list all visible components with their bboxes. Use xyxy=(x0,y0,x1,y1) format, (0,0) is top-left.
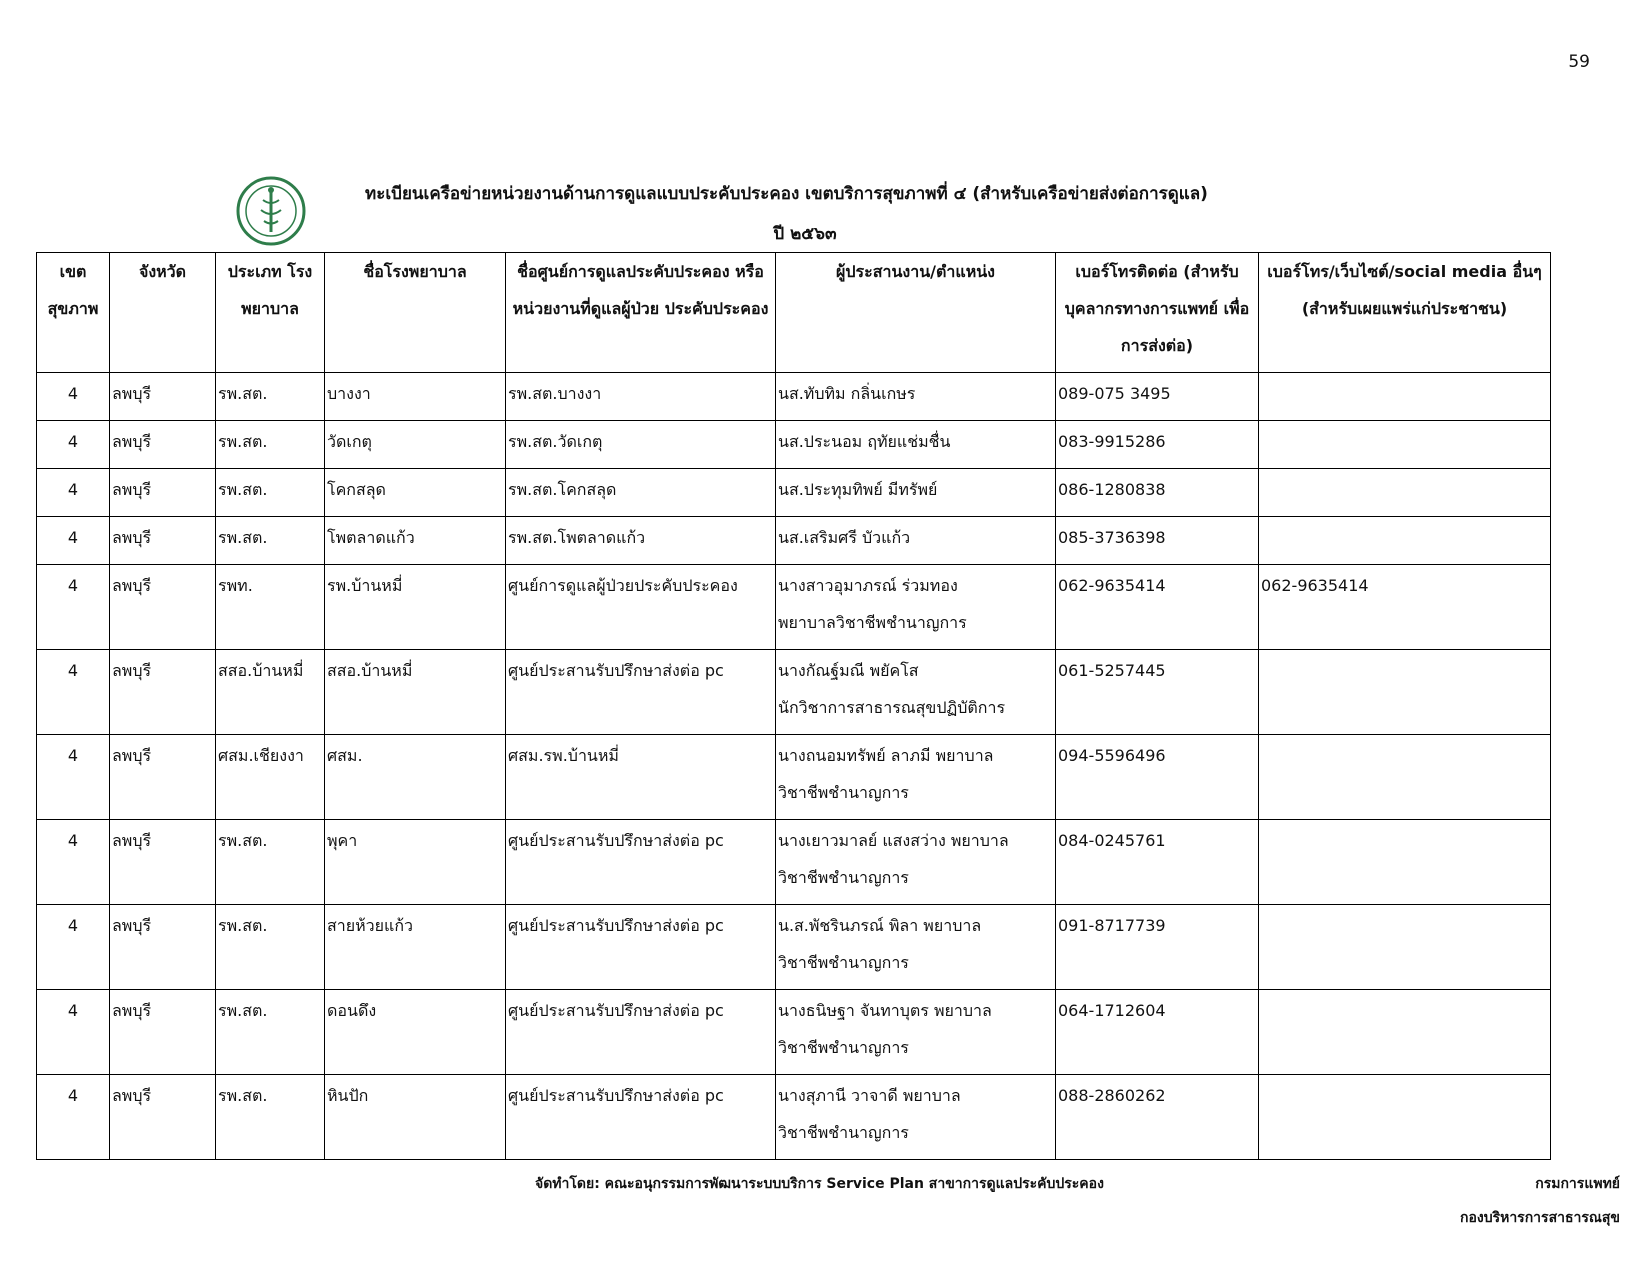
cell-hospital-name: สสอ.บ้านหมี่ xyxy=(325,650,506,735)
cell-center-name: ศูนย์ประสานรับปรึกษาส่งต่อ pc xyxy=(506,820,776,905)
header-center-name: ชื่อศูนย์การดูแลประคับประคอง หรือ หน่วยงานที่ดูแลผู้ป่วย ประคับประคอง xyxy=(506,253,776,373)
cell-hospital-type: รพ.สต. xyxy=(216,469,325,517)
coordinator-line: พยาบาลวิชาชีพชำนาญการ xyxy=(778,613,967,632)
header-hospital-name: ชื่อโรงพยาบาล xyxy=(325,253,506,373)
cell-province: ลพบุรี xyxy=(110,905,216,990)
header-referral-phone: เบอร์โทรติดต่อ (สำหรับ บุคลากรทางการแพทย์ เพื่อการส่งต่อ) xyxy=(1056,253,1259,373)
cell-hospital-name: ดอนดึง xyxy=(325,990,506,1075)
cell-referral-phone: 089-075 3495 xyxy=(1056,373,1259,421)
table-header-row xyxy=(37,253,1551,373)
network-register-table xyxy=(36,252,1551,1160)
cell-hospital-type: รพ.สต. xyxy=(216,1075,325,1160)
cell-hospital-name: โพตลาดแก้ว xyxy=(325,517,506,565)
cell-public-contact xyxy=(1259,373,1551,421)
cell-zone: 4 xyxy=(37,1075,110,1160)
coordinator-line: นส.ประนอม ฤทัยแช่มชื่น xyxy=(778,432,951,451)
coordinator-line: นางถนอมทรัพย์ ลาภมี พยาบาล xyxy=(778,746,994,765)
coordinator-line: น.ส.พัชรินภรณ์ พิลา พยาบาล xyxy=(778,916,982,935)
cell-hospital-type: ศสม.เชียงงา xyxy=(216,735,325,820)
cell-center-name: รพ.สต.โพตลาดแก้ว xyxy=(506,517,776,565)
cell-hospital-type: สสอ.บ้านหมี่ xyxy=(216,650,325,735)
cell-province: ลพบุรี xyxy=(110,421,216,469)
cell-public-contact xyxy=(1259,517,1551,565)
cell-province: ลพบุรี xyxy=(110,517,216,565)
cell-public-contact xyxy=(1259,990,1551,1075)
header-public-contact: เบอร์โทร/เว็บไซต์/social media อื่นๆ (สำหรับเผยแพร่แก่ประชาชน) xyxy=(1259,253,1551,373)
cell-zone: 4 xyxy=(37,650,110,735)
cell-coordinator xyxy=(776,820,1056,905)
cell-referral-phone: 061-5257445 xyxy=(1056,650,1259,735)
footer-prepared-by: จัดทำโดย: คณะอนุกรรมการพัฒนาระบบบริการ Service Plan สาขาการดูแลประคับประคอง xyxy=(535,1176,1104,1192)
cell-zone: 4 xyxy=(37,373,110,421)
ministry-seal-logo xyxy=(236,176,306,246)
footer-org-department: กรมการแพทย์ xyxy=(1535,1176,1620,1192)
cell-zone: 4 xyxy=(37,990,110,1075)
cell-public-contact xyxy=(1259,1075,1551,1160)
cell-public-contact xyxy=(1259,421,1551,469)
cell-center-name: ศูนย์ประสานรับปรึกษาส่งต่อ pc xyxy=(506,990,776,1075)
cell-center-name: รพ.สต.บางงา xyxy=(506,373,776,421)
cell-public-contact xyxy=(1259,735,1551,820)
document-title: ทะเบียนเครือข่ายหน่วยงานด้านการดูแลแบบประคับประคอง เขตบริการสุขภาพที่ ๔ (สำหรับเครือข่ายส่งต่อการดูแล) xyxy=(365,184,1208,204)
cell-hospital-type: รพ.สต. xyxy=(216,905,325,990)
cell-hospital-name: พุคา xyxy=(325,820,506,905)
cell-province: ลพบุรี xyxy=(110,565,216,650)
cell-public-contact xyxy=(1259,905,1551,990)
coordinator-line: วิชาชีพชำนาญการ xyxy=(778,1123,909,1142)
cell-coordinator xyxy=(776,517,1056,565)
coordinator-line: นางกัณฐ์มณี พยัคโส xyxy=(778,661,919,680)
cell-referral-phone: 085-3736398 xyxy=(1056,517,1259,565)
table-row xyxy=(37,565,1551,650)
cell-referral-phone: 088-2860262 xyxy=(1056,1075,1259,1160)
page-number: 59 xyxy=(1568,52,1590,72)
coordinator-line: วิชาชีพชำนาญการ xyxy=(778,1038,909,1057)
cell-referral-phone: 062-9635414 xyxy=(1056,565,1259,650)
cell-coordinator xyxy=(776,1075,1056,1160)
header-coordinator: ผู้ประสานงาน/ตำแหน่ง xyxy=(776,253,1056,373)
table-row xyxy=(37,421,1551,469)
coordinator-line: วิชาชีพชำนาญการ xyxy=(778,868,909,887)
coordinator-line: นางสาวอุมาภรณ์ ร่วมทอง xyxy=(778,576,958,595)
table-row xyxy=(37,1075,1551,1160)
cell-province: ลพบุรี xyxy=(110,735,216,820)
cell-center-name: รพ.สต.โคกสลุด xyxy=(506,469,776,517)
cell-hospital-type: รพ.สต. xyxy=(216,990,325,1075)
table-row xyxy=(37,373,1551,421)
table-row xyxy=(37,990,1551,1075)
table-row xyxy=(37,517,1551,565)
cell-hospital-type: รพ.สต. xyxy=(216,517,325,565)
cell-hospital-name: รพ.บ้านหมี่ xyxy=(325,565,506,650)
cell-public-contact xyxy=(1259,820,1551,905)
cell-coordinator xyxy=(776,565,1056,650)
cell-referral-phone: 091-8717739 xyxy=(1056,905,1259,990)
cell-center-name: รพ.สต.วัดเกตุ xyxy=(506,421,776,469)
cell-hospital-type: รพท. xyxy=(216,565,325,650)
cell-province: ลพบุรี xyxy=(110,1075,216,1160)
cell-hospital-name: หินปัก xyxy=(325,1075,506,1160)
cell-coordinator xyxy=(776,421,1056,469)
cell-center-name: ศูนย์ประสานรับปรึกษาส่งต่อ pc xyxy=(506,650,776,735)
coordinator-line: วิชาชีพชำนาญการ xyxy=(778,783,909,802)
cell-center-name: ศูนย์ประสานรับปรึกษาส่งต่อ pc xyxy=(506,1075,776,1160)
cell-referral-phone: 083-9915286 xyxy=(1056,421,1259,469)
cell-province: ลพบุรี xyxy=(110,469,216,517)
cell-zone: 4 xyxy=(37,735,110,820)
header-hospital-type: ประเภท โรงพยาบาล xyxy=(216,253,325,373)
table-row xyxy=(37,650,1551,735)
cell-hospital-name: บางงา xyxy=(325,373,506,421)
coordinator-line: นางธนิษฐา จันทาบุตร พยาบาล xyxy=(778,1001,992,1020)
cell-province: ลพบุรี xyxy=(110,990,216,1075)
cell-hospital-name: ศสม. xyxy=(325,735,506,820)
cell-referral-phone: 094-5596496 xyxy=(1056,735,1259,820)
cell-hospital-name: วัดเกตุ xyxy=(325,421,506,469)
cell-zone: 4 xyxy=(37,469,110,517)
cell-coordinator xyxy=(776,735,1056,820)
cell-public-contact xyxy=(1259,650,1551,735)
cell-center-name: ศูนย์ประสานรับปรึกษาส่งต่อ pc xyxy=(506,905,776,990)
cell-public-contact xyxy=(1259,469,1551,517)
cell-hospital-type: รพ.สต. xyxy=(216,421,325,469)
cell-hospital-name: สายห้วยแก้ว xyxy=(325,905,506,990)
cell-province: ลพบุรี xyxy=(110,650,216,735)
coordinator-line: นักวิชาการสาธารณสุขปฏิบัติการ xyxy=(778,698,1006,717)
cell-zone: 4 xyxy=(37,565,110,650)
table-row xyxy=(37,469,1551,517)
header-province: จังหวัด xyxy=(110,253,216,373)
cell-referral-phone: 064-1712604 xyxy=(1056,990,1259,1075)
footer-org-division: กองบริหารการสาธารณสุข xyxy=(1459,1210,1620,1226)
cell-center-name: ศสม.รพ.บ้านหมี่ xyxy=(506,735,776,820)
cell-zone: 4 xyxy=(37,421,110,469)
coordinator-line: นางสุภานี วาจาดี พยาบาล xyxy=(778,1086,961,1105)
cell-province: ลพบุรี xyxy=(110,373,216,421)
cell-zone: 4 xyxy=(37,517,110,565)
coordinator-line: นางเยาวมาลย์ แสงสว่าง พยาบาล xyxy=(778,831,1009,850)
document-year: ปี ๒๕๖๓ xyxy=(773,224,837,244)
cell-hospital-type: รพ.สต. xyxy=(216,820,325,905)
cell-province: ลพบุรี xyxy=(110,820,216,905)
cell-coordinator xyxy=(776,650,1056,735)
cell-center-name: ศูนย์การดูแลผู้ป่วยประคับประคอง xyxy=(506,565,776,650)
cell-zone: 4 xyxy=(37,905,110,990)
cell-hospital-type: รพ.สต. xyxy=(216,373,325,421)
cell-referral-phone: 086-1280838 xyxy=(1056,469,1259,517)
coordinator-line: นส.เสริมศรี บัวแก้ว xyxy=(778,528,911,547)
coordinator-line: นส.ประทุมทิพย์ มีทรัพย์ xyxy=(778,480,938,499)
table-row xyxy=(37,905,1551,990)
table-row xyxy=(37,820,1551,905)
header-zone: เขต สุขภาพ xyxy=(37,253,110,373)
cell-zone: 4 xyxy=(37,820,110,905)
cell-referral-phone: 084-0245761 xyxy=(1056,820,1259,905)
cell-coordinator xyxy=(776,990,1056,1075)
cell-coordinator xyxy=(776,373,1056,421)
coordinator-line: นส.ทับทิม กลิ่นเกษร xyxy=(778,384,916,403)
table-row xyxy=(37,735,1551,820)
coordinator-line: วิชาชีพชำนาญการ xyxy=(778,953,909,972)
cell-coordinator xyxy=(776,905,1056,990)
cell-coordinator xyxy=(776,469,1056,517)
cell-public-contact: 062-9635414 xyxy=(1259,565,1551,650)
cell-hospital-name: โคกสลุด xyxy=(325,469,506,517)
